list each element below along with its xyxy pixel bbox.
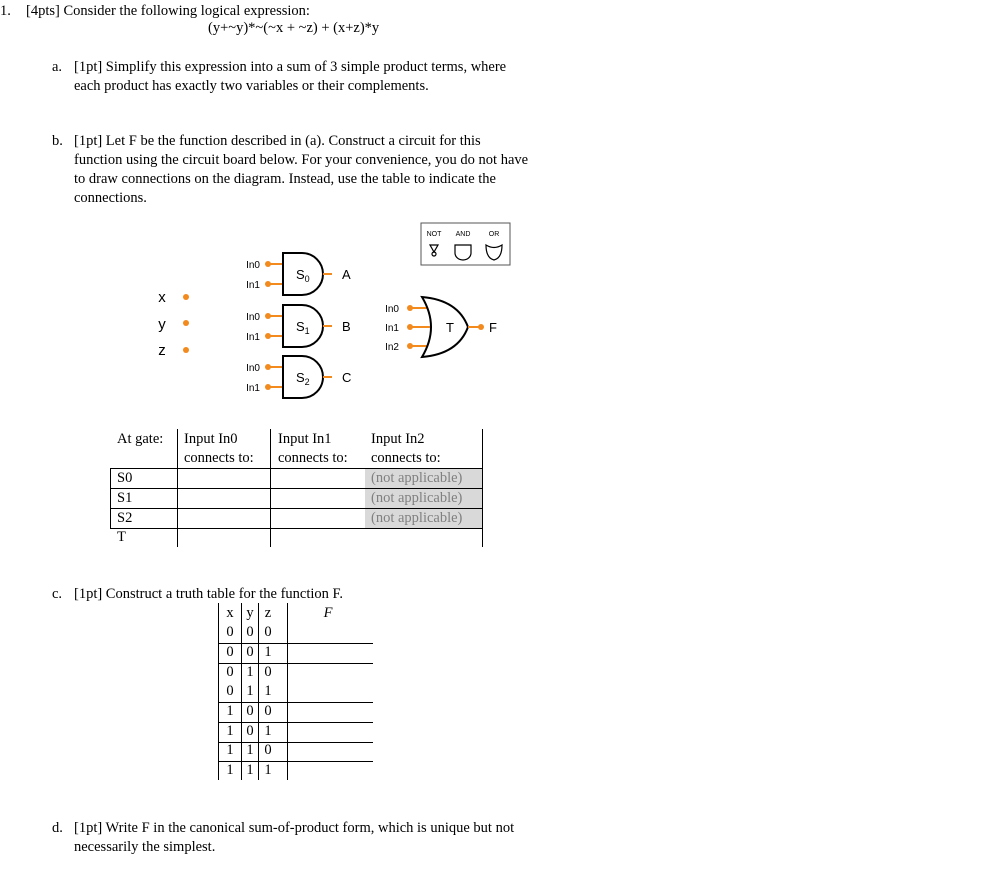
s0-output-label: A: [342, 267, 351, 282]
tt-cell: 1: [264, 723, 272, 739]
s2-in1-label: In1: [246, 383, 260, 394]
tt-cell: 0: [246, 703, 254, 719]
row-gate-t: T: [117, 529, 126, 545]
part-a-line: each product has exactly two variables or their complements.: [74, 78, 429, 94]
header-in0: Input In0: [184, 431, 238, 447]
s0-in0-pin: [265, 261, 271, 267]
header-in1-sub: connects to:: [278, 450, 348, 466]
header-in1: Input In1: [278, 431, 332, 447]
part-b-line: connections.: [74, 190, 147, 206]
tt-cell: 1: [264, 683, 272, 699]
t-in2-pin: [407, 343, 413, 349]
s2-in2-na: (not applicable): [371, 510, 463, 526]
tt-header-y: y: [246, 605, 254, 621]
s0-in1-pin: [265, 281, 271, 287]
header-in0-sub: connects to:: [184, 450, 254, 466]
tt-cell: 0: [226, 683, 234, 699]
input-label-y: y: [158, 316, 166, 333]
part-d-line: necessarily the simplest.: [74, 839, 216, 855]
tt-cell: 1: [264, 644, 272, 660]
t-in1-label: In1: [385, 323, 399, 334]
part-a-label: a.: [52, 59, 63, 75]
tt-cell: 0: [264, 703, 272, 719]
tt-cell: 1: [226, 762, 234, 778]
part-b-line: to draw connections on the diagram. Instead, use the table to indicate the: [74, 171, 496, 187]
s1-output-label: B: [342, 319, 351, 334]
s0-in1-label: In1: [246, 280, 260, 291]
t-output-label: F: [489, 320, 497, 335]
question-intro: [4pts] Consider the following logical expression:: [26, 3, 310, 19]
header-in2-sub: connects to:: [371, 450, 441, 466]
legend-not-label: NOT: [426, 231, 442, 238]
or-gate-t: [385, 297, 497, 357]
and-gate-s2: [246, 356, 351, 398]
s1-gate-name: $S_1$: [296, 319, 310, 336]
s2-in0-pin: [265, 364, 271, 370]
tt-cell: 0: [264, 742, 272, 758]
tt-cell: 0: [246, 644, 254, 660]
tt-header-x: x: [226, 605, 234, 621]
t-in0-label: In0: [385, 304, 399, 315]
part-a-line: [1pt] Simplify this expression into a sum of 3 simple product terms, where: [74, 59, 507, 75]
part-b-line: [1pt] Let F be the function described in (a). Construct a circuit for this: [74, 133, 481, 149]
tt-cell: 0: [226, 644, 234, 660]
header-at-gate: At gate:: [117, 431, 164, 447]
part-d-label: d.: [52, 820, 63, 836]
tt-cell: 0: [226, 664, 234, 680]
s2-output-label: C: [342, 370, 352, 385]
row-gate-s2: S2: [117, 510, 133, 526]
tt-cell: 1: [246, 762, 254, 778]
s0-gate-name: $S_0$: [296, 267, 310, 284]
header-in2: Input In2: [371, 431, 425, 447]
expression: (y+~y)*~(~x + ~z) + (x+z)*y: [208, 20, 380, 36]
tt-cell: 1: [226, 703, 234, 719]
part-c-text: [1pt] Construct a truth table for the function F.: [74, 586, 344, 602]
tt-cell: 0: [264, 664, 272, 680]
t-in2-label: In2: [385, 342, 399, 353]
row-gate-s1: S1: [117, 490, 133, 506]
input-label-x: x: [158, 289, 166, 306]
s0-in2-na: (not applicable): [371, 470, 463, 486]
s2-in0-label: In0: [246, 363, 260, 374]
part-d-line: [1pt] Write F in the canonical sum-of-product form, which is unique but not: [74, 820, 515, 836]
part-c-label: c.: [52, 586, 63, 602]
legend-and-label: AND: [455, 231, 471, 238]
tt-header-z: z: [264, 605, 272, 621]
tt-cell: 0: [246, 624, 254, 640]
tt-cell: 1: [264, 762, 272, 778]
circuit-inputs: [158, 289, 189, 359]
and-gate-s1: [246, 305, 351, 347]
t-gate-name: T: [446, 320, 454, 335]
s1-in2-na: (not applicable): [371, 490, 463, 506]
tt-cell: 0: [226, 624, 234, 640]
tt-cell: 0: [246, 723, 254, 739]
s1-in1-pin: [265, 333, 271, 339]
tt-cell: 1: [246, 683, 254, 699]
s1-in0-label: In0: [246, 312, 260, 323]
s1-in1-label: In1: [246, 332, 260, 343]
tt-cell: 1: [246, 742, 254, 758]
part-b-label: b.: [52, 133, 63, 149]
tt-header-f: F: [323, 605, 333, 621]
input-pin-x: [183, 294, 189, 300]
row-gate-s0: S0: [117, 470, 133, 486]
t-in0-pin: [407, 305, 413, 311]
circuit-board: [0, 0, 1008, 420]
tt-cell: 1: [226, 742, 234, 758]
input-label-z: z: [158, 342, 166, 359]
gate-legend: [421, 223, 510, 265]
tt-cell: 1: [226, 723, 234, 739]
input-pin-y: [183, 320, 189, 326]
part-b-line: function using the circuit board below. For your convenience, you do not have: [74, 152, 529, 168]
s2-in1-pin: [265, 384, 271, 390]
tt-cell: 1: [246, 664, 254, 680]
input-pin-z: [183, 347, 189, 353]
s2-gate-name: $S_2$: [296, 370, 310, 387]
and-gate-s0: [246, 253, 351, 295]
t-output-pin: [478, 324, 484, 330]
tt-cell: 0: [264, 624, 272, 640]
t-in1-pin: [407, 324, 413, 330]
s0-in0-label: In0: [246, 260, 260, 271]
legend-or-label: OR: [488, 231, 500, 238]
s1-in0-pin: [265, 313, 271, 319]
question-number: 1.: [0, 3, 11, 19]
